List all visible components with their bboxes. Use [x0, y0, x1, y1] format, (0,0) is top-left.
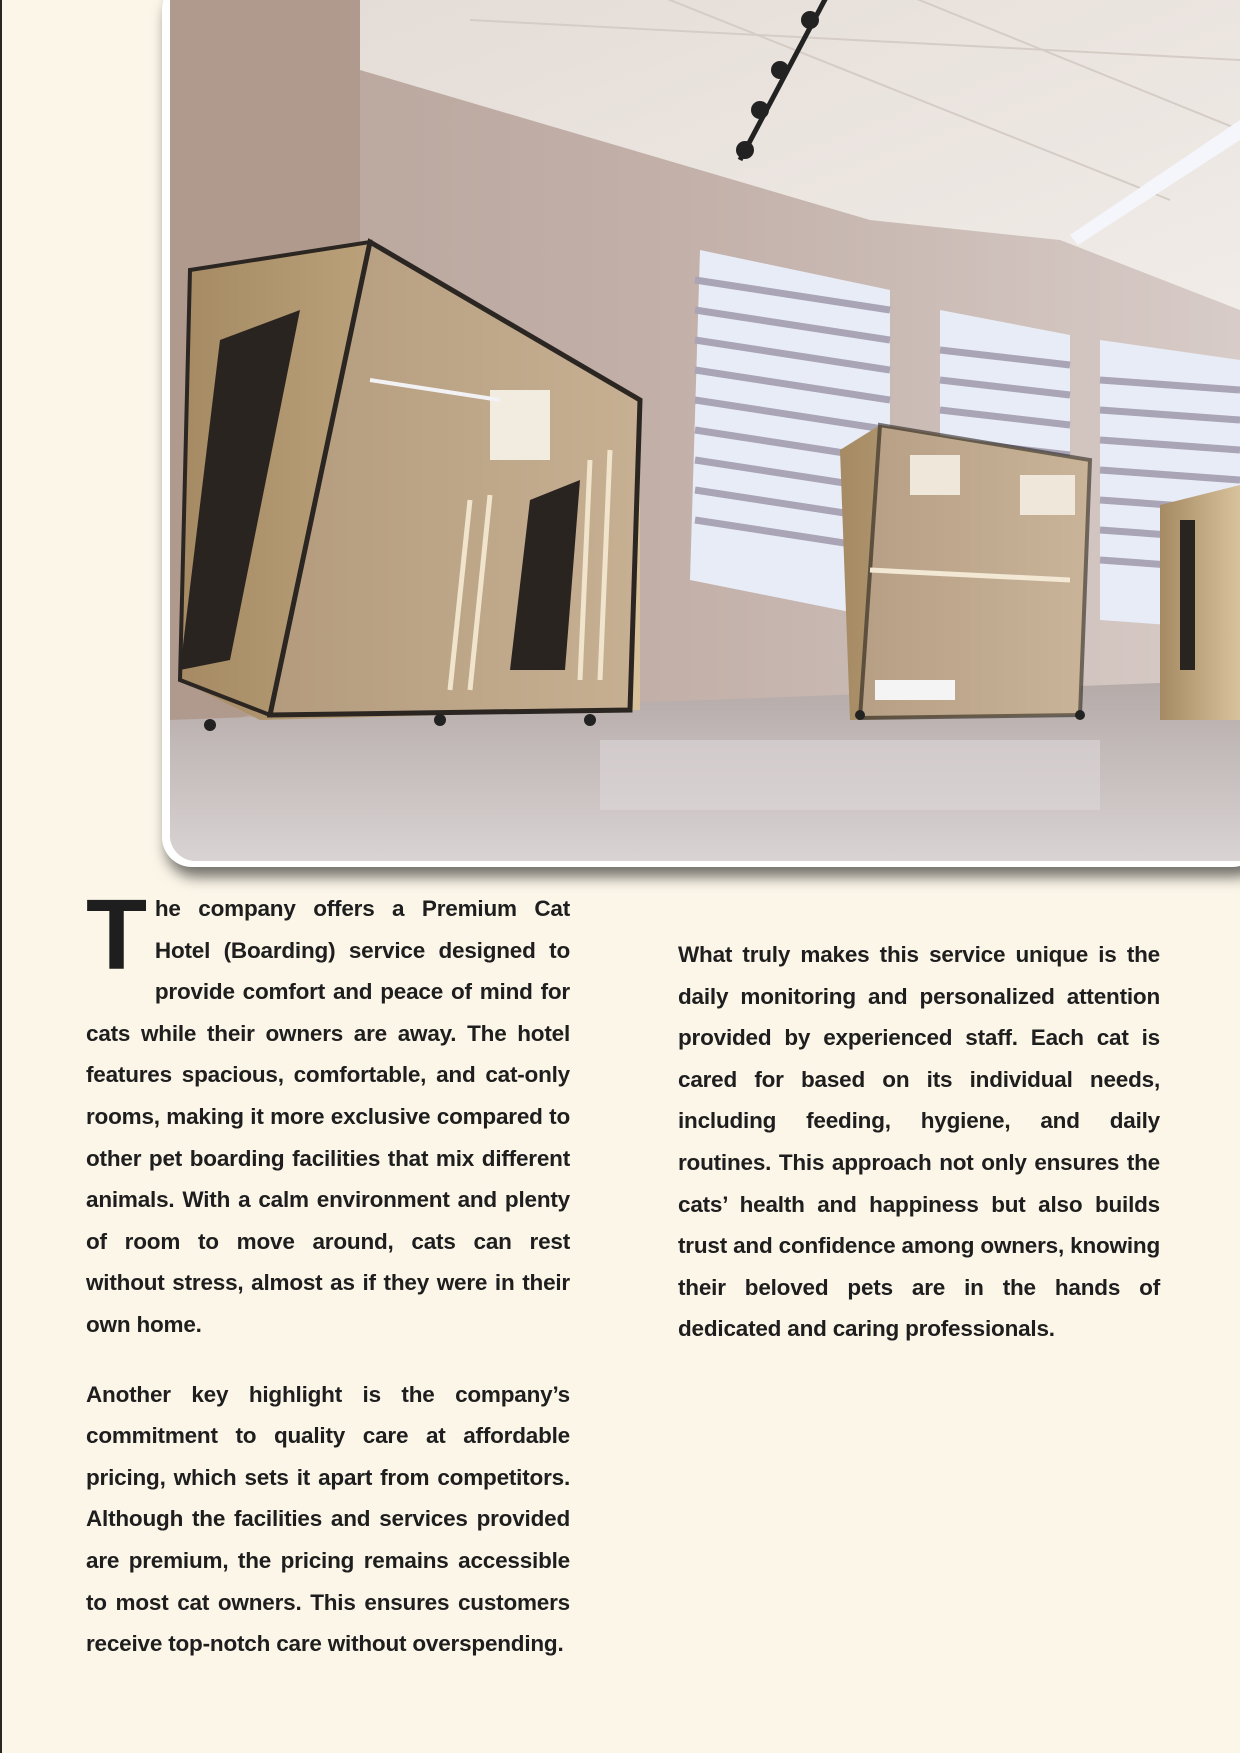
intro-paragraph-text: he company offers a Premium Cat Hotel (Boarding) service designed to provide comfort and peace of mind for cats while their owners are away. The hotel features spacious, comfortable, and cat-only rooms, making it more exclusive compared to other pet boarding facilities that mix different animals. With a calm environment and plenty of room to move around, cats can rest without stress, almost as if they were in their own home.	[86, 896, 570, 1337]
pricing-paragraph: Another key highlight is the company’s commitment to quality care at affordable pricing, which sets it apart from competitors. Although the facilities and services provided are premium, the pricing remains accessible to most cat owners. This ensures customers receive top-notch care without overspending.	[86, 1381, 570, 1657]
article-left-column	[86, 879, 570, 1665]
drop-cap: T	[86, 879, 147, 991]
intro-paragraph	[86, 879, 570, 1346]
page-edge-line	[0, 0, 2, 1753]
article-right-column	[678, 934, 1160, 1350]
cat-hotel-photo	[170, 0, 1240, 861]
monitoring-paragraph: What truly makes this service unique is the daily monitoring and personalized attention provided by experienced staff. Each cat is cared for based on its individual needs, including feeding, hygiene, and daily routines. This approach not only ensures the cats’ health and happiness but also builds trust and confidence among owners, knowing their beloved pets are in the hands of dedicated and caring professionals.	[678, 942, 1160, 1342]
